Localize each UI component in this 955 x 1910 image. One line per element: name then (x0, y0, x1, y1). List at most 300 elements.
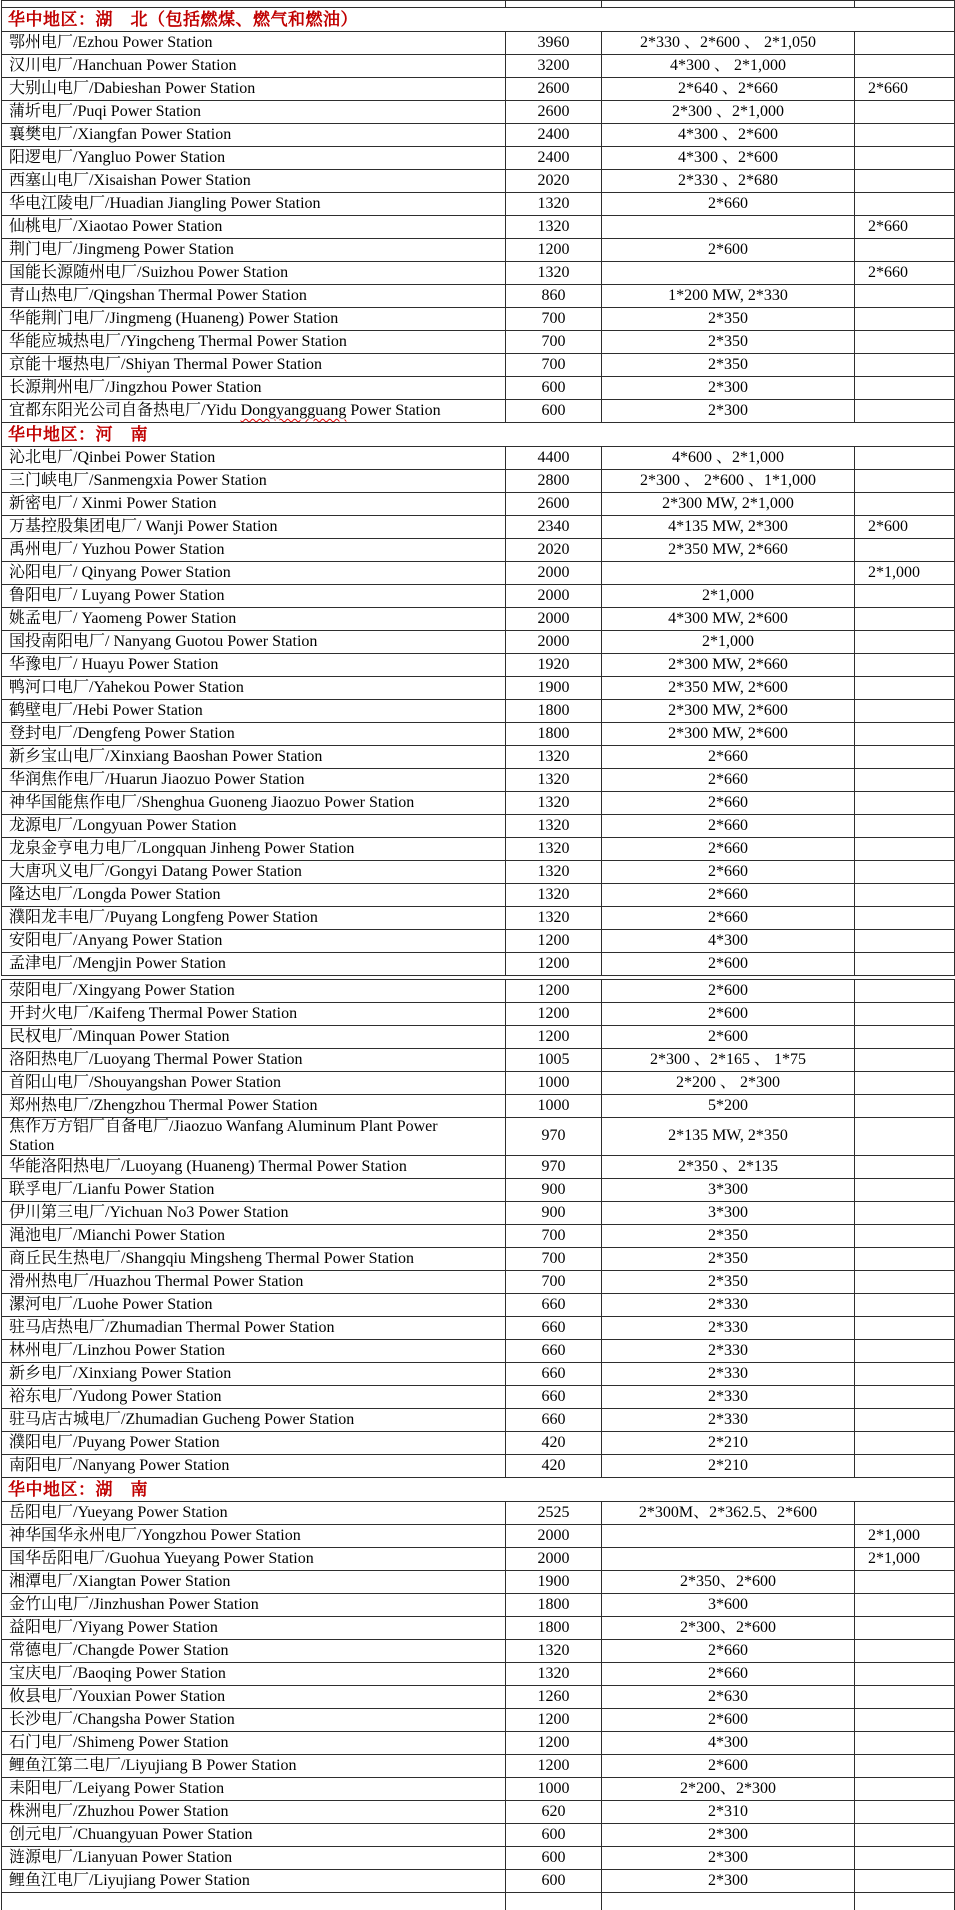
planned-units-cell (855, 746, 955, 769)
units-cell: 2*210 (602, 1455, 855, 1478)
table-row (2, 1548, 955, 1571)
table-row (2, 1026, 955, 1049)
station-name-cell: 益阳电厂/Yiyang Power Station (2, 1617, 506, 1640)
capacity-cell: 1800 (506, 1594, 602, 1617)
planned-units-cell (855, 1755, 955, 1778)
capacity-cell: 2000 (506, 631, 602, 654)
station-name-cell: 西塞山电厂/Xisaishan Power Station (2, 170, 506, 193)
capacity-cell: 700 (506, 1248, 602, 1271)
section-header-row (2, 8, 955, 32)
capacity-cell: 1000 (506, 1778, 602, 1801)
table-row (2, 516, 955, 539)
units-cell: 2*640 、2*660 (602, 78, 855, 101)
capacity-cell: 700 (506, 308, 602, 331)
table-row (2, 1179, 955, 1202)
units-cell: 2*660 (602, 884, 855, 907)
planned-units-cell (855, 239, 955, 262)
table-row (2, 400, 955, 423)
units-cell: 2*350 、2*135 (602, 1156, 855, 1179)
units-cell: 2*600 (602, 980, 855, 1003)
table-row (2, 1003, 955, 1026)
capacity-cell: 1320 (506, 746, 602, 769)
planned-units-cell (855, 1179, 955, 1202)
planned-units-cell (855, 631, 955, 654)
units-cell: 2*300 MW, 2*1,000 (602, 493, 855, 516)
planned-units-cell (855, 1732, 955, 1755)
units-cell: 2*660 (602, 815, 855, 838)
planned-units-cell (855, 884, 955, 907)
table-row (2, 1317, 955, 1340)
capacity-cell: 660 (506, 1363, 602, 1386)
units-cell: 2*660 (602, 1640, 855, 1663)
units-cell: 2*660 (602, 1663, 855, 1686)
units-cell: 2*660 (602, 861, 855, 884)
units-cell: 2*300 (602, 400, 855, 423)
planned-units-cell (855, 539, 955, 562)
planned-units-cell (855, 331, 955, 354)
units-cell: 2*300 、 2*600 、1*1,000 (602, 470, 855, 493)
capacity-cell: 1320 (506, 792, 602, 815)
planned-units-cell (855, 792, 955, 815)
table-row (2, 1801, 955, 1824)
station-name-cell: 濮阳龙丰电厂/Puyang Longfeng Power Station (2, 907, 506, 930)
table-row (2, 1640, 955, 1663)
planned-units-cell (855, 1248, 955, 1271)
table-row (2, 1824, 955, 1847)
station-name-cell: 新乡电厂/Xinxiang Power Station (2, 1363, 506, 1386)
table-row (2, 585, 955, 608)
table-row (2, 539, 955, 562)
planned-units-cell (855, 907, 955, 930)
station-name-cell: 鲤鱼江电厂/Liyujiang Power Station (2, 1870, 506, 1893)
station-name-cell: 宜都东阳光公司自备热电厂/Yidu Dongyangguang Power Station (2, 400, 506, 423)
units-cell: 3*600 (602, 1594, 855, 1617)
station-name-cell: 株洲电厂/Zhuzhou Power Station (2, 1801, 506, 1824)
units-cell: 4*300 MW, 2*600 (602, 608, 855, 631)
planned-units-cell (855, 677, 955, 700)
station-name-cell: 林州电厂/Linzhou Power Station (2, 1340, 506, 1363)
planned-units-cell (855, 1455, 955, 1478)
table-row (2, 1502, 955, 1525)
planned-units-cell (855, 1271, 955, 1294)
station-name-cell: 首阳山电厂/Shouyangshan Power Station (2, 1072, 506, 1095)
station-name-cell: 龙泉金亨电力电厂/Longquan Jinheng Power Station (2, 838, 506, 861)
station-name-cell: 涟源电厂/Lianyuan Power Station (2, 1847, 506, 1870)
planned-units-cell (855, 1095, 955, 1118)
planned-units-cell (855, 608, 955, 631)
partial-planned-units-cell (855, 1, 955, 8)
table-row (2, 1386, 955, 1409)
station-name-cell: 南阳电厂/Nanyang Power Station (2, 1455, 506, 1478)
table-row (2, 1340, 955, 1363)
capacity-cell: 2000 (506, 1525, 602, 1548)
units-cell: 2*350 (602, 308, 855, 331)
station-name-cell: 青山热电厂/Qingshan Thermal Power Station (2, 285, 506, 308)
section-header: 华中地区：湖 北（包括燃煤、燃气和燃油） (2, 8, 955, 32)
units-cell: 2*1,000 (602, 631, 855, 654)
station-name-cell: 长沙电厂/Changsha Power Station (2, 1709, 506, 1732)
station-name-cell: 新乡宝山电厂/Xinxiang Baoshan Power Station (2, 746, 506, 769)
units-cell: 2*200 、 2*300 (602, 1072, 855, 1095)
capacity-cell: 1320 (506, 193, 602, 216)
table-row (2, 1294, 955, 1317)
station-name-cell: 隆达电厂/Longda Power Station (2, 884, 506, 907)
table-row (2, 746, 955, 769)
planned-units-cell (855, 1202, 955, 1225)
planned-units-cell (855, 101, 955, 124)
planned-units-cell (855, 815, 955, 838)
table-row (2, 285, 955, 308)
units-cell: 4*300 (602, 1732, 855, 1755)
capacity-cell: 1005 (506, 1049, 602, 1072)
planned-units-cell (855, 1340, 955, 1363)
capacity-cell: 1320 (506, 884, 602, 907)
capacity-cell: 970 (506, 1118, 602, 1156)
capacity-cell: 4400 (506, 447, 602, 470)
planned-units-cell (855, 1363, 955, 1386)
table-row (2, 1663, 955, 1686)
units-cell: 2*300 (602, 1870, 855, 1893)
units-cell: 2*660 (602, 907, 855, 930)
table-row (2, 769, 955, 792)
table-row (2, 953, 955, 976)
station-name-cell: 洛阳热电厂/Luoyang Thermal Power Station (2, 1049, 506, 1072)
table-row (2, 1095, 955, 1118)
station-name-cell: 驻马店热电厂/Zhumadian Thermal Power Station (2, 1317, 506, 1340)
capacity-cell: 1200 (506, 980, 602, 1003)
table-row (2, 1118, 955, 1156)
units-cell: 2*135 MW, 2*350 (602, 1118, 855, 1156)
station-name-cell: 开封火电厂/Kaifeng Thermal Power Station (2, 1003, 506, 1026)
units-cell: 5*200 (602, 1095, 855, 1118)
station-name-cell: 伊川第三电厂/Yichuan No3 Power Station (2, 1202, 506, 1225)
capacity-cell: 1200 (506, 1755, 602, 1778)
table-row (2, 631, 955, 654)
station-name-cell: 焦作万方铝厂自备电厂/Jiaozuo Wanfang Aluminum Plant Power Station (2, 1118, 506, 1156)
cutoff-row-top (2, 1, 955, 8)
units-cell: 2*600 (602, 1026, 855, 1049)
station-name-cell: 蒲圻电厂/Puqi Power Station (2, 101, 506, 124)
units-cell: 2*600 (602, 953, 855, 976)
table-row (2, 124, 955, 147)
capacity-cell: 3200 (506, 55, 602, 78)
station-name-cell: 荆门电厂/Jingmeng Power Station (2, 239, 506, 262)
planned-units-cell (855, 1409, 955, 1432)
table-row (2, 980, 955, 1003)
table-row (2, 170, 955, 193)
station-name-cell: 神华国能焦作电厂/Shenghua Guoneng Jiaozuo Power Station (2, 792, 506, 815)
units-cell: 2*310 (602, 1801, 855, 1824)
units-cell: 2*1,000 (602, 585, 855, 608)
station-name-cell: 鸭河口电厂/Yahekou Power Station (2, 677, 506, 700)
capacity-cell: 2600 (506, 101, 602, 124)
station-name-cell: 金竹山电厂/Jinzhushan Power Station (2, 1594, 506, 1617)
units-cell: 3*300 (602, 1179, 855, 1202)
capacity-cell: 1320 (506, 907, 602, 930)
capacity-cell: 600 (506, 1824, 602, 1847)
station-name-cell: 创元电厂/Chuangyuan Power Station (2, 1824, 506, 1847)
planned-units-cell (855, 861, 955, 884)
planned-units-cell (855, 32, 955, 55)
planned-units-cell (855, 700, 955, 723)
section-header-row (2, 1478, 955, 1502)
units-cell: 2*600 (602, 239, 855, 262)
planned-units-cell (855, 1317, 955, 1340)
planned-units-cell (855, 55, 955, 78)
station-name-cell: 联孚电厂/Lianfu Power Station (2, 1179, 506, 1202)
capacity-cell: 1900 (506, 1571, 602, 1594)
capacity-cell: 1260 (506, 1686, 602, 1709)
units-cell: 2*660 (602, 769, 855, 792)
station-name-cell: 登封电厂/Dengfeng Power Station (2, 723, 506, 746)
table-row (2, 1617, 955, 1640)
planned-units-cell (855, 1156, 955, 1179)
units-cell (602, 262, 855, 285)
capacity-cell: 620 (506, 1801, 602, 1824)
units-cell: 2*330 (602, 1317, 855, 1340)
units-cell: 2*210 (602, 1432, 855, 1455)
capacity-cell: 2020 (506, 539, 602, 562)
station-name-cell: 岳阳电厂/Yueyang Power Station (2, 1502, 506, 1525)
station-name-cell: 裕东电厂/Yudong Power Station (2, 1386, 506, 1409)
capacity-cell: 2020 (506, 170, 602, 193)
section-header: 华中地区：河 南 (2, 423, 955, 447)
station-name-cell: 湘潭电厂/Xiangtan Power Station (2, 1571, 506, 1594)
planned-units-cell (855, 1663, 955, 1686)
station-name-cell: 常德电厂/Changde Power Station (2, 1640, 506, 1663)
planned-units-cell (855, 308, 955, 331)
units-cell: 2*350 (602, 331, 855, 354)
units-cell: 4*300 、2*600 (602, 124, 855, 147)
planned-units-cell: 2*1,000 (855, 1548, 955, 1571)
table-row (2, 1847, 955, 1870)
capacity-cell: 420 (506, 1432, 602, 1455)
planned-units-cell: 2*660 (855, 262, 955, 285)
capacity-cell: 2600 (506, 78, 602, 101)
units-cell: 2*350 (602, 1248, 855, 1271)
table-row (2, 884, 955, 907)
station-name-cell: 龙源电厂/Longyuan Power Station (2, 815, 506, 838)
capacity-cell: 1320 (506, 262, 602, 285)
table-row (2, 723, 955, 746)
units-cell (602, 562, 855, 585)
planned-units-cell (855, 1847, 955, 1870)
units-cell: 2*300 (602, 1847, 855, 1870)
table-row (2, 861, 955, 884)
capacity-cell: 1320 (506, 216, 602, 239)
table-row (2, 792, 955, 815)
units-cell: 2*600 (602, 1003, 855, 1026)
station-name-cell: 国投南阳电厂/ Nanyang Guotou Power Station (2, 631, 506, 654)
planned-units-cell (855, 980, 955, 1003)
station-name-cell: 姚孟电厂/ Yaomeng Power Station (2, 608, 506, 631)
table-row (2, 1363, 955, 1386)
units-cell: 2*300、2*600 (602, 1617, 855, 1640)
station-name-cell: 华豫电厂/ Huayu Power Station (2, 654, 506, 677)
station-name-cell: 神华国华永州电厂/Yongzhou Power Station (2, 1525, 506, 1548)
units-cell: 2*350 (602, 1225, 855, 1248)
station-name-cell: 驻马店古城电厂/Zhumadian Gucheng Power Station (2, 1409, 506, 1432)
capacity-cell: 2000 (506, 1548, 602, 1571)
capacity-cell: 1320 (506, 838, 602, 861)
station-name-cell: 三门峡电厂/Sanmengxia Power Station (2, 470, 506, 493)
units-cell: 2*200、2*300 (602, 1778, 855, 1801)
planned-units-cell: 2*660 (855, 216, 955, 239)
station-name-cell: 禹州电厂/ Yuzhou Power Station (2, 539, 506, 562)
units-cell: 4*300 、 2*1,000 (602, 55, 855, 78)
planned-units-cell (855, 654, 955, 677)
station-name-cell: 商丘民生热电厂/Shangqiu Mingsheng Thermal Power Station (2, 1248, 506, 1271)
capacity-cell: 1200 (506, 1709, 602, 1732)
capacity-cell: 700 (506, 1271, 602, 1294)
table-row (2, 1156, 955, 1179)
table-row (2, 216, 955, 239)
station-name-cell: 仙桃电厂/Xiaotao Power Station (2, 216, 506, 239)
partial-planned-units-cell (855, 1893, 955, 1910)
table-row (2, 1202, 955, 1225)
planned-units-cell: 2*660 (855, 78, 955, 101)
capacity-cell: 660 (506, 1409, 602, 1432)
station-name-cell: 华电江陵电厂/Huadian Jiangling Power Station (2, 193, 506, 216)
units-cell: 2*630 (602, 1686, 855, 1709)
capacity-cell: 1200 (506, 239, 602, 262)
capacity-cell: 1800 (506, 723, 602, 746)
units-cell: 4*300 、2*600 (602, 147, 855, 170)
table-row (2, 1778, 955, 1801)
table-row (2, 377, 955, 400)
station-name-cell: 新密电厂/ Xinmi Power Station (2, 493, 506, 516)
table-row (2, 262, 955, 285)
planned-units-cell (855, 1870, 955, 1893)
station-name-cell: 华能洛阳热电厂/Luoyang (Huaneng) Thermal Power Station (2, 1156, 506, 1179)
station-name-cell: 鲤鱼江第二电厂/Liyujiang B Power Station (2, 1755, 506, 1778)
capacity-cell: 2340 (506, 516, 602, 539)
capacity-cell: 1200 (506, 953, 602, 976)
planned-units-cell (855, 1617, 955, 1640)
capacity-cell: 1320 (506, 1640, 602, 1663)
planned-units-cell (855, 124, 955, 147)
units-cell: 2*660 (602, 193, 855, 216)
table-row (2, 815, 955, 838)
units-cell: 2*350、2*600 (602, 1571, 855, 1594)
station-name-cell: 荥阳电厂/Xingyang Power Station (2, 980, 506, 1003)
capacity-cell: 900 (506, 1179, 602, 1202)
station-name-cell: 民权电厂/Minquan Power Station (2, 1026, 506, 1049)
units-cell: 2*660 (602, 838, 855, 861)
station-name-cell: 襄樊电厂/Xiangfan Power Station (2, 124, 506, 147)
capacity-cell: 970 (506, 1156, 602, 1179)
table-row (2, 1248, 955, 1271)
table-row (2, 654, 955, 677)
planned-units-cell (855, 470, 955, 493)
capacity-cell: 700 (506, 1225, 602, 1248)
capacity-cell: 660 (506, 1294, 602, 1317)
planned-units-cell (855, 493, 955, 516)
units-cell: 2*330 (602, 1294, 855, 1317)
capacity-cell: 600 (506, 1847, 602, 1870)
section-header: 华中地区：湖 南 (2, 1478, 955, 1502)
units-cell: 4*600 、2*1,000 (602, 447, 855, 470)
table-row (2, 331, 955, 354)
planned-units-cell (855, 1432, 955, 1455)
station-name-cell: 华能应城热电厂/Yingcheng Thermal Power Station (2, 331, 506, 354)
table-row (2, 562, 955, 585)
table-row (2, 930, 955, 953)
planned-units-cell (855, 1709, 955, 1732)
table-row (2, 1525, 955, 1548)
partial-units-cell (602, 1, 855, 8)
units-cell: 4*300 (602, 930, 855, 953)
capacity-cell: 660 (506, 1386, 602, 1409)
capacity-cell: 700 (506, 354, 602, 377)
table-row (2, 1571, 955, 1594)
station-name-cell: 攸县电厂/Youxian Power Station (2, 1686, 506, 1709)
station-name-cell: 汉川电厂/Hanchuan Power Station (2, 55, 506, 78)
table-row (2, 447, 955, 470)
capacity-cell: 900 (506, 1202, 602, 1225)
table-row (2, 1072, 955, 1095)
units-cell (602, 1548, 855, 1571)
station-name-cell: 渑池电厂/Mianchi Power Station (2, 1225, 506, 1248)
table-row (2, 1225, 955, 1248)
capacity-cell: 1200 (506, 1732, 602, 1755)
station-name-cell: 鹤壁电厂/Hebi Power Station (2, 700, 506, 723)
units-cell: 4*135 MW, 2*300 (602, 516, 855, 539)
units-cell: 2*330 、2*600 、 2*1,050 (602, 32, 855, 55)
planned-units-cell (855, 769, 955, 792)
capacity-cell: 2000 (506, 585, 602, 608)
table-row (2, 1594, 955, 1617)
station-name-cell: 华能荆门电厂/Jingmeng (Huaneng) Power Station (2, 308, 506, 331)
capacity-cell: 2400 (506, 124, 602, 147)
station-name-cell: 石门电厂/Shimeng Power Station (2, 1732, 506, 1755)
capacity-cell: 660 (506, 1317, 602, 1340)
section-header-row (2, 423, 955, 447)
units-cell: 3*300 (602, 1202, 855, 1225)
station-name-cell: 沁阳电厂/ Qinyang Power Station (2, 562, 506, 585)
table-row (2, 1271, 955, 1294)
planned-units-cell (855, 930, 955, 953)
table-row (2, 78, 955, 101)
table-row (2, 1049, 955, 1072)
planned-units-cell (855, 1386, 955, 1409)
planned-units-cell (855, 147, 955, 170)
planned-units-cell (855, 377, 955, 400)
planned-units-cell (855, 585, 955, 608)
units-cell: 2*300 MW, 2*600 (602, 700, 855, 723)
units-cell: 2*600 (602, 1709, 855, 1732)
planned-units-cell (855, 1225, 955, 1248)
station-name-cell: 郑州热电厂/Zhengzhou Thermal Power Station (2, 1095, 506, 1118)
power-stations-table (1, 0, 955, 1910)
planned-units-cell (855, 723, 955, 746)
capacity-cell: 1200 (506, 1003, 602, 1026)
planned-units-cell (855, 1072, 955, 1095)
planned-units-cell (855, 1294, 955, 1317)
planned-units-cell: 2*1,000 (855, 1525, 955, 1548)
capacity-cell: 2600 (506, 493, 602, 516)
table-row (2, 354, 955, 377)
capacity-cell: 2800 (506, 470, 602, 493)
planned-units-cell (855, 1594, 955, 1617)
table-body (2, 1, 955, 1910)
station-name-cell: 大别山电厂/Dabieshan Power Station (2, 78, 506, 101)
units-cell: 2*350 (602, 1271, 855, 1294)
spellcheck-squiggle: Dongyangguang (240, 401, 347, 419)
planned-units-cell (855, 1118, 955, 1156)
station-name-cell: 长源荆州电厂/Jingzhou Power Station (2, 377, 506, 400)
planned-units-cell (855, 447, 955, 470)
